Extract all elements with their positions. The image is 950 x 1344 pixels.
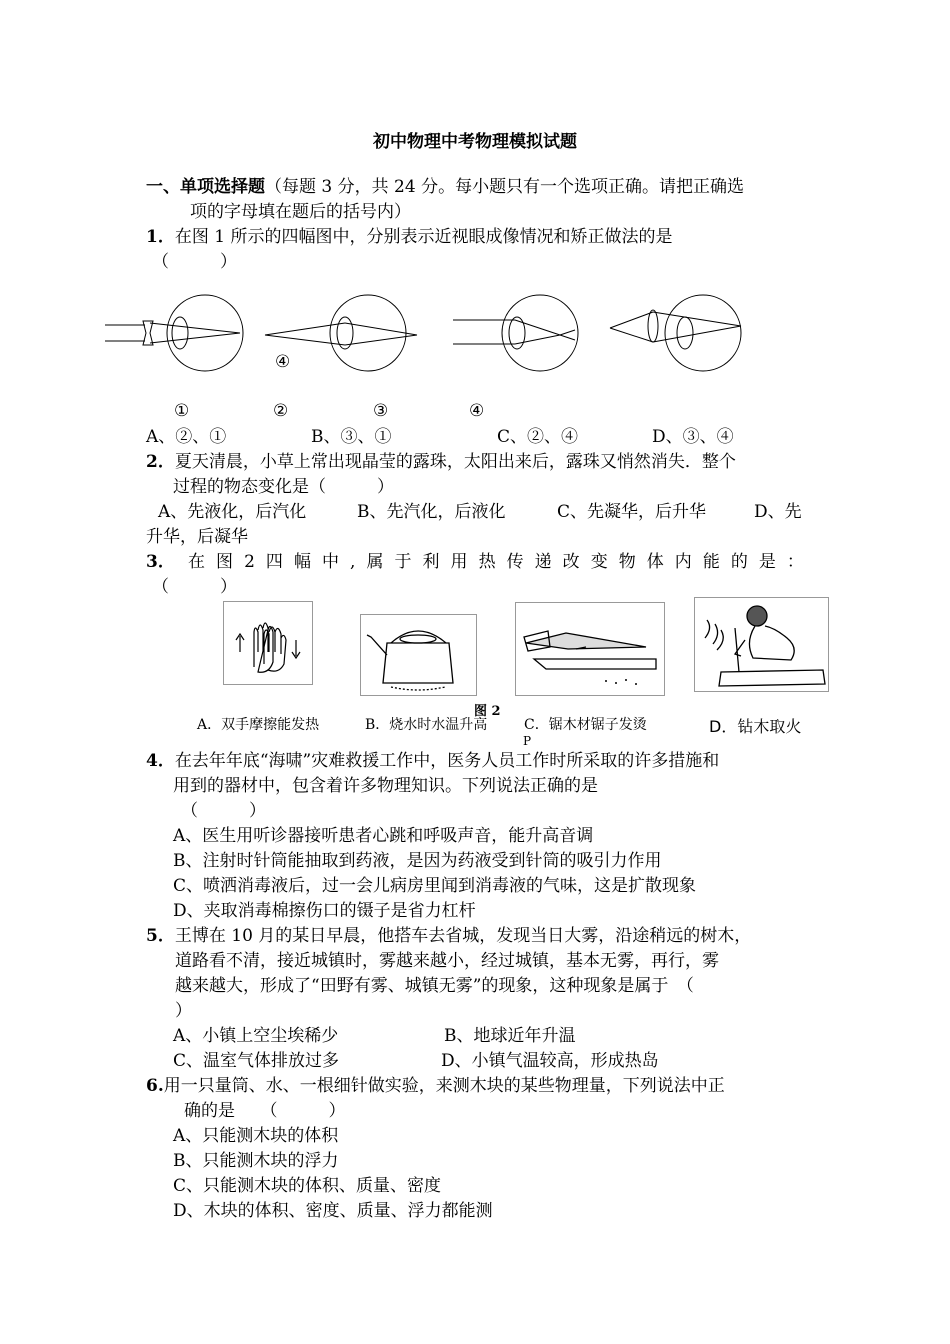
question-1 xyxy=(146,226,672,248)
question-char: 在 xyxy=(188,552,205,572)
option-a: A、只能测木块的体积 xyxy=(173,1126,339,1146)
question-char: 能 xyxy=(702,552,720,572)
question-char: 热 xyxy=(478,552,496,572)
option-a: A、小镇上空尘埃稀少 xyxy=(173,1026,339,1046)
question-number: 6. xyxy=(146,1076,164,1096)
option-b: B、③、① xyxy=(311,427,392,447)
stray-label-p: P xyxy=(523,734,532,748)
question-text: 在图 1 所示的四幅图中，分别表示近视眼成像情况和矫正做法的是 xyxy=(174,227,673,247)
section-heading-line xyxy=(146,176,744,198)
hands-rubbing-image xyxy=(223,601,313,685)
caption-c: C．锯木材锯子发烫 xyxy=(524,717,647,733)
option-a: A、②、① xyxy=(146,427,227,447)
question-6 xyxy=(146,1075,725,1097)
question-2 xyxy=(146,451,736,473)
caption-b: B．烧水时水温升高 xyxy=(365,717,488,733)
question-text: 夏天清晨，小草上常出现晶莹的露珠，太阳出来后，露珠又悄然消失．整个 xyxy=(174,452,736,472)
question-text-cont-1: 道路看不清，接近城镇时，雾越来越小，经过城镇，基本无雾，再行，雾 xyxy=(175,951,719,971)
question-text: 用一只量筒、水、一根细针做实验，来测木块的某些物理量，下列说法中正 xyxy=(163,1076,725,1096)
question-text-cont: 确的是 （ ） xyxy=(184,1101,346,1121)
question-char: 用 xyxy=(450,552,468,572)
figure-stray-label: ④ xyxy=(275,352,291,372)
question-char: , xyxy=(350,552,356,572)
question-text-cont: 过程的物态变化是（ ） xyxy=(173,477,394,497)
convex-lens-icon xyxy=(648,310,658,342)
option-d-cont: 升华，后凝华 xyxy=(146,527,248,547)
question-text-cont: 用到的器材中，包含着许多物理知识。下列说法正确的是 xyxy=(173,776,598,796)
question-char: 传 xyxy=(506,552,524,572)
eye-lens-4 xyxy=(677,317,693,349)
sawing-wood-image xyxy=(515,602,665,696)
question-char: 递 xyxy=(534,552,552,572)
question-char: 利 xyxy=(422,552,440,572)
option-d: D、③、④ xyxy=(652,427,734,447)
question-char: 内 xyxy=(674,552,692,572)
question-char: 体 xyxy=(646,552,664,572)
option-d: D、先 xyxy=(754,502,802,522)
answer-blank: （ ） xyxy=(181,801,266,821)
figure-2-title: 图 2 xyxy=(474,704,501,719)
figure-label-2: ② xyxy=(273,401,289,421)
section-heading: 一、单项选择题 xyxy=(146,177,265,197)
page-title: 初中物理中考物理模拟试题 xyxy=(373,132,577,152)
question-char: 属 xyxy=(366,552,384,572)
option-b: B、注射时针筒能抽取到药液，是因为药液受到针筒的吸引力作用 xyxy=(173,851,662,871)
question-char: 是 xyxy=(758,552,776,572)
figure-label-1: ① xyxy=(174,401,190,421)
eye-ball-1 xyxy=(167,295,243,371)
question-number: 4． xyxy=(146,751,175,771)
option-a: A、先液化，后汽化 xyxy=(158,502,307,522)
question-text-cont-3: ） xyxy=(175,1001,192,1021)
eye-diagrams-figure xyxy=(105,290,755,380)
drilling-wood-fire-image xyxy=(694,597,829,692)
question-char: 于 xyxy=(394,552,412,572)
question-text: 王博在 10 月的某日早晨，他搭车去省城，发现当日大雾，沿途稍远的树木， xyxy=(174,926,752,946)
option-c: C、②、④ xyxy=(497,427,579,447)
question-char: 2 xyxy=(244,552,255,572)
option-a: A、医生用听诊器接听患者心跳和呼吸声音，能升高音调 xyxy=(173,826,594,846)
question-char: 的 xyxy=(730,552,748,572)
caption-d: D．钻木取火 xyxy=(709,717,802,736)
question-char: 中 xyxy=(321,552,339,572)
option-b: B、只能测木块的浮力 xyxy=(173,1151,339,1171)
option-c: C、喷洒消毒液后，过一会儿病房里闻到消毒液的气味，这是扩散现象 xyxy=(173,876,697,896)
option-c: C、温室气体排放过多 xyxy=(173,1051,340,1071)
question-char: 物 xyxy=(618,552,636,572)
figure-label-4: ④ xyxy=(469,401,485,421)
option-d: D、木块的体积、密度、质量、浮力都能测 xyxy=(173,1201,493,1221)
caption-a: A．双手摩擦能发热 xyxy=(197,717,320,733)
option-d: D、夹取消毒棉擦伤口的镊子是省力杠杆 xyxy=(173,901,476,921)
section-description: （每题 3 分，共 24 分。每小题只有一个选项正确。请把正确选 xyxy=(265,177,745,197)
option-b: B、地球近年升温 xyxy=(444,1026,576,1046)
option-b: B、先汽化，后液化 xyxy=(357,502,506,522)
eye-ball-2 xyxy=(330,295,406,371)
option-d: D、小镇气温较高，形成热岛 xyxy=(441,1051,659,1071)
answer-blank: （ ） xyxy=(152,252,237,272)
question-number: 5． xyxy=(146,926,175,946)
question-text xyxy=(188,551,804,573)
question-5 xyxy=(146,925,751,947)
question-char: 图 xyxy=(216,552,234,572)
question-3 xyxy=(146,551,175,573)
question-char: 改 xyxy=(562,552,580,572)
question-text: 在去年年底“海啸”灾难救援工作中，医务人员工作时所采取的许多措施和 xyxy=(174,751,720,771)
question-char: 变 xyxy=(590,552,608,572)
question-text-cont-2: 越来越大，形成了“田野有雾、城镇无雾”的现象，这种现象是属于 （ xyxy=(175,976,694,996)
option-c: C、先凝华，后升华 xyxy=(557,502,707,522)
question-char: ： xyxy=(786,552,804,572)
figure-label-3: ③ xyxy=(373,401,389,421)
option-c: C、只能测木块的体积、质量、密度 xyxy=(173,1176,442,1196)
section-description-cont: 项的字母填在题后的括号内） xyxy=(190,202,411,222)
question-number: 2． xyxy=(146,452,175,472)
question-4 xyxy=(146,750,719,772)
question-number: 3． xyxy=(146,552,175,572)
answer-blank: （ ） xyxy=(152,577,237,597)
kettle-boiling-image xyxy=(360,614,477,696)
eye-lens-1 xyxy=(172,317,188,349)
question-number: 1． xyxy=(146,227,175,247)
question-char: 幅 xyxy=(293,552,311,572)
question-char: 四 xyxy=(265,552,283,572)
